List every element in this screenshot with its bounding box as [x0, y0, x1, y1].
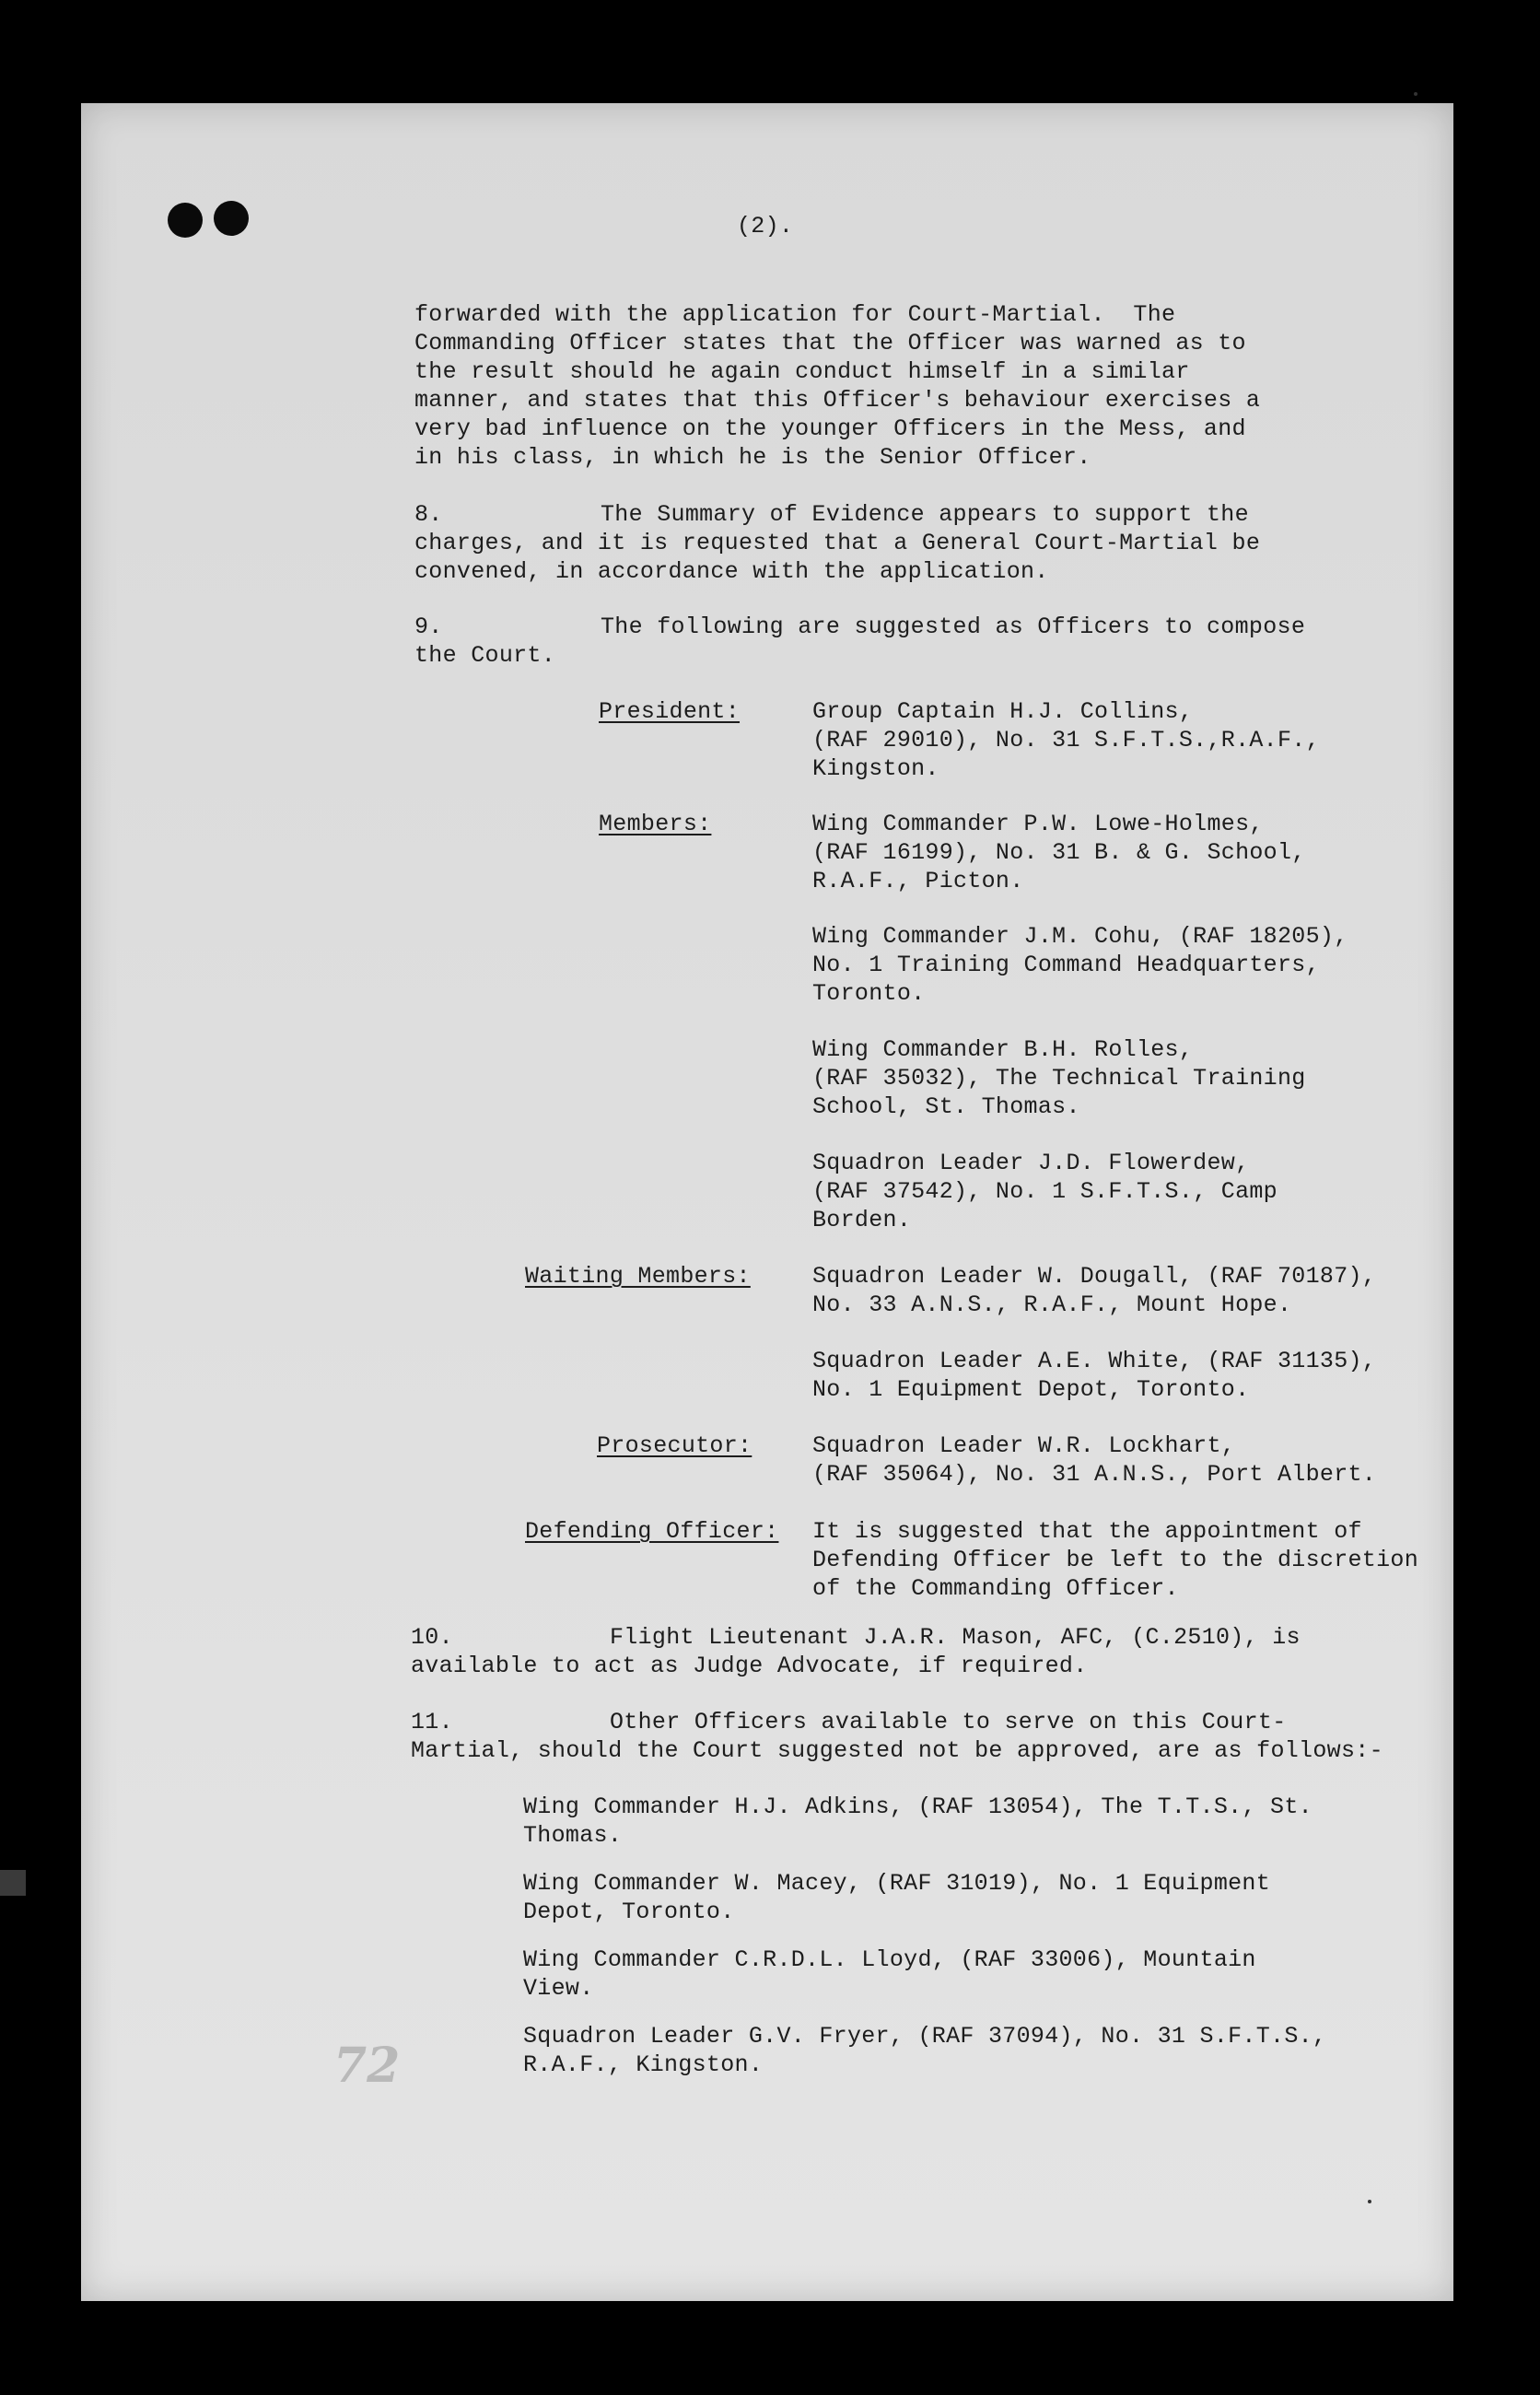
president-line: (RAF 29010), No. 31 S.F.T.S.,R.A.F., — [812, 727, 1320, 754]
member-line: (RAF 35032), The Technical Training — [812, 1065, 1306, 1092]
page-number: (2). — [737, 213, 794, 240]
paragraph-line: The Summary of Evidence appears to support the — [601, 501, 1249, 528]
waiting-members-label: Waiting Members: — [525, 1263, 751, 1290]
waiting-member-line: No. 1 Equipment Depot, Toronto. — [812, 1376, 1250, 1403]
other-officer-line: Wing Commander H.J. Adkins, (RAF 13054), The T.T.S., St. — [523, 1793, 1312, 1820]
paragraph-line: the Court. — [414, 642, 556, 669]
member-line: Wing Commander J.M. Cohu, (RAF 18205), — [812, 923, 1348, 950]
member-line: School, St. Thomas. — [812, 1093, 1080, 1120]
member-line: Wing Commander P.W. Lowe-Holmes, — [812, 811, 1264, 837]
intro-line: in his class, in which he is the Senior Officer. — [414, 444, 1091, 471]
paragraph-number: 9. — [414, 613, 443, 640]
waiting-member-line: Squadron Leader W. Dougall, (RAF 70187), — [812, 1263, 1377, 1290]
defending-officer-line: It is suggested that the appointment of — [812, 1518, 1362, 1545]
defending-officer-line: of the Commanding Officer. — [812, 1575, 1179, 1602]
pencil-note: 72 — [333, 2038, 401, 2094]
member-line: Wing Commander B.H. Rolles, — [812, 1036, 1194, 1063]
member-line: Borden. — [812, 1207, 912, 1233]
scan-speck — [1414, 92, 1418, 96]
other-officer-line: Squadron Leader G.V. Fryer, (RAF 37094), No. 31 S.F.T.S., — [523, 2023, 1327, 2050]
paragraph-line: Flight Lieutenant J.A.R. Mason, AFC, (C.2510), is — [610, 1624, 1301, 1651]
scan-edge-mark — [0, 1870, 26, 1896]
scan-speck — [1368, 2200, 1371, 2203]
other-officer-line: Depot, Toronto. — [523, 1898, 735, 1925]
member-line: Squadron Leader J.D. Flowerdew, — [812, 1150, 1250, 1176]
other-officer-line: View. — [523, 1975, 594, 2002]
defending-officer-line: Defending Officer be left to the discretion — [812, 1547, 1419, 1573]
punch-hole — [168, 203, 203, 238]
other-officer-line: R.A.F., Kingston. — [523, 2051, 764, 2078]
defending-officer-label: Defending Officer: — [525, 1518, 779, 1545]
member-line: (RAF 16199), No. 31 B. & G. School, — [812, 839, 1306, 866]
intro-line: the result should he again conduct himself in a similar — [414, 358, 1190, 385]
member-line: No. 1 Training Command Headquarters, — [812, 952, 1320, 978]
member-line: (RAF 37542), No. 1 S.F.T.S., Camp — [812, 1178, 1278, 1205]
paragraph-number: 11. — [411, 1709, 453, 1735]
intro-line: Commanding Officer states that the Officer was warned as to — [414, 330, 1246, 356]
paragraph-number: 8. — [414, 501, 443, 528]
punch-hole — [214, 201, 249, 236]
prosecutor-line: Squadron Leader W.R. Lockhart, — [812, 1432, 1236, 1459]
paragraph-line: Martial, should the Court suggested not be approved, are as follows:- — [411, 1737, 1383, 1764]
other-officer-line: Thomas. — [523, 1822, 623, 1849]
prosecutor-label: Prosecutor: — [597, 1432, 752, 1459]
other-officer-line: Wing Commander C.R.D.L. Lloyd, (RAF 33006), Mountain — [523, 1946, 1256, 1973]
intro-line: forwarded with the application for Court-Martial. The — [414, 301, 1176, 328]
president-label: President: — [599, 698, 741, 725]
member-line: R.A.F., Picton. — [812, 868, 1024, 894]
paragraph-line: convened, in accordance with the application. — [414, 558, 1049, 585]
waiting-member-line: No. 33 A.N.S., R.A.F., Mount Hope. — [812, 1291, 1292, 1318]
paragraph-line: The following are suggested as Officers to compose — [601, 613, 1306, 640]
president-line: Group Captain H.J. Collins, — [812, 698, 1194, 725]
paragraph-line: charges, and it is requested that a General Court-Martial be — [414, 530, 1261, 556]
paragraph-line: available to act as Judge Advocate, if required. — [411, 1653, 1088, 1679]
paragraph-number: 10. — [411, 1624, 453, 1651]
paragraph-line: Other Officers available to serve on this Court- — [610, 1709, 1287, 1735]
member-line: Toronto. — [812, 980, 926, 1007]
prosecutor-line: (RAF 35064), No. 31 A.N.S., Port Albert. — [812, 1461, 1377, 1488]
intro-line: manner, and states that this Officer's behaviour exercises a — [414, 387, 1261, 414]
members-label: Members: — [599, 811, 712, 837]
waiting-member-line: Squadron Leader A.E. White, (RAF 31135), — [812, 1348, 1377, 1374]
president-line: Kingston. — [812, 755, 939, 782]
intro-line: very bad influence on the younger Officers in the Mess, and — [414, 415, 1246, 442]
other-officer-line: Wing Commander W. Macey, (RAF 31019), No. 1 Equipment — [523, 1870, 1271, 1897]
